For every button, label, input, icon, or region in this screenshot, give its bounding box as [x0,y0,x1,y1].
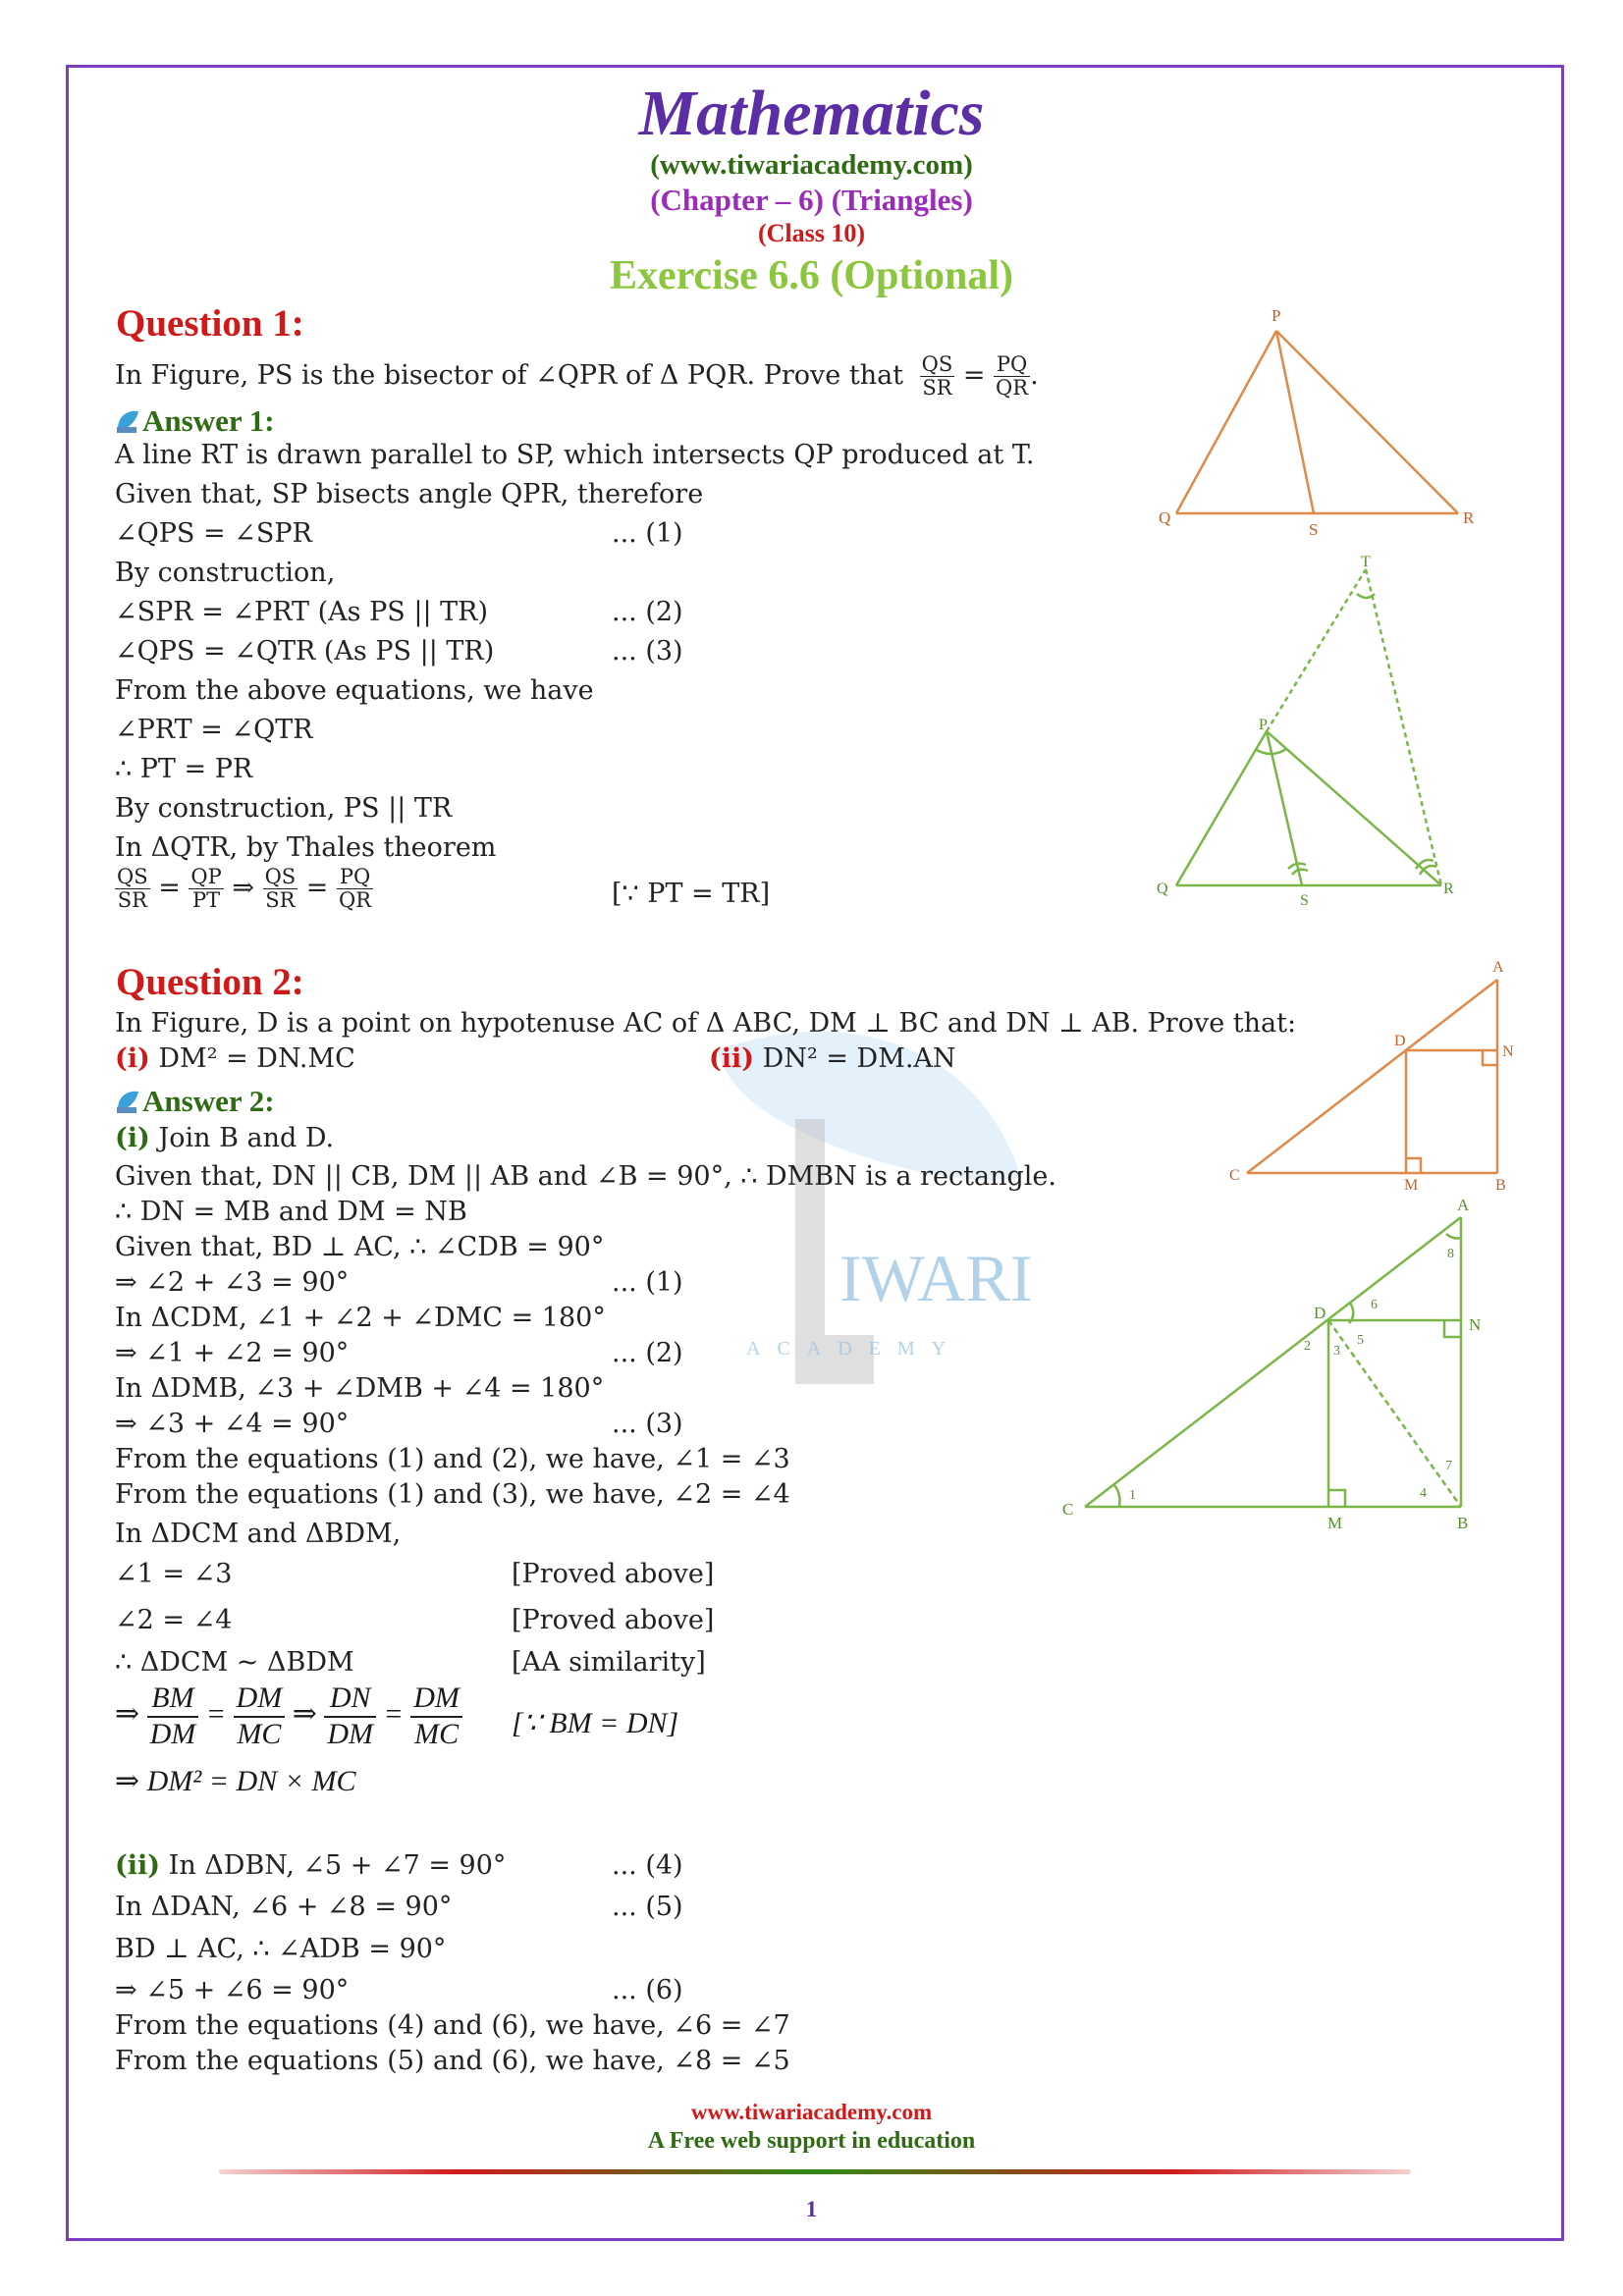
fig1-label-q: Q [1159,508,1171,527]
figure-2-triangle-qtr [1139,555,1492,908]
answer-2-heading: Answer 2: [115,1084,275,1119]
sim-reason-0: [Proved above] [512,1559,715,1589]
fig4-label-c: C [1062,1500,1074,1519]
fig3-label-a: A [1492,959,1504,976]
a1-line-1: Given that, SP bisects angle QPR, therefore [115,479,704,509]
fig4-label-m: M [1327,1514,1343,1532]
fig4-angle-3: 3 [1333,1344,1340,1359]
fig1-label-p: P [1271,306,1281,325]
a2-ii-line-0: In ΔDAN, ∠6 + ∠8 = 90° [115,1892,453,1922]
figure-3-triangle-abc [1217,952,1522,1198]
question-1-heading: Question 1: [116,302,304,345]
a1-final-reason: [∵ PT = TR] [612,879,771,909]
fig4-angle-1: 1 [1129,1488,1136,1503]
sim-line-1: ∠2 = ∠4 [115,1605,233,1635]
a2-result-i: ⇒ DM² = DN × MC [115,1765,356,1797]
watermark-brand: IWARI [839,1241,1033,1315]
fig4-angle-7: 7 [1445,1459,1452,1473]
a1-line-6: From the above equations, we have [115,675,594,706]
fig3-label-d: D [1394,1033,1406,1049]
answer-icon [115,407,140,435]
fig4-angle-4: 4 [1420,1486,1427,1501]
header-chapter: (Chapter – 6) (Triangles) [650,183,973,217]
a1-ref-5: ... (3) [612,636,683,667]
answer-icon [115,1088,140,1115]
a2-part-ii-start: (ii) In ΔDBN, ∠5 + ∠7 = 90° [115,1850,507,1881]
ratio-frac-1: $\frac{BM}{DM}$ [147,1682,199,1751]
a2-line-9: From the equations (1) and (3), we have, ∠2 = ∠4 [115,1479,790,1510]
fig1-label-s: S [1309,520,1319,535]
a2-ii-line-4: From the equations (5) and (6), we have, ∠8 = ∠5 [115,2046,790,2076]
fig3-label-n: N [1502,1043,1514,1060]
a1-line-8: ∴ PT = PR [115,754,253,784]
a2-line-8: From the equations (1) and (2), we have, ∠1 = ∠3 [115,1444,790,1474]
fig2-label-q: Q [1157,881,1168,897]
sim-line-2: ∴ ΔDCM ~ ΔBDM [115,1647,354,1678]
a2-ii-ref-0: ... (5) [612,1892,683,1922]
a1-final-frac-4: $\frac{PQ}{QR}$ [339,865,372,913]
question-1-statement: In Figure, PS is the bisector of ∠QPR of Δ PQR. Prove that [115,360,904,392]
a2-ii-line-2: ⇒ ∠5 + ∠6 = 90° [115,1975,350,2005]
answer-1-heading: Answer 1: [115,403,275,439]
a1-ref-4: ... (2) [612,597,683,627]
sim-reason-1: [Proved above] [512,1605,715,1635]
fig4-label-n: N [1469,1315,1482,1334]
sim-reason-2: [AA similarity] [512,1647,706,1678]
a2-ratio-reason: [∵ BM = DN] [512,1707,679,1739]
fig4-label-a: A [1457,1196,1470,1214]
page-title: Mathematics [638,78,985,149]
fig2-label-s: S [1300,892,1309,908]
ratio-frac-4: $\frac{DM}{MC}$ [410,1682,462,1751]
fig4-label-b: B [1457,1514,1469,1532]
a2-part-i-start: (i) Join B and D. [115,1123,335,1153]
a2-ref-7: ... (3) [612,1409,683,1439]
a1-final-frac-1: $\frac{QS}{SR}$ [117,865,148,913]
a2-line-3: ⇒ ∠2 + ∠3 = 90° [115,1267,350,1298]
exercise-title: Exercise 6.6 (Optional) [609,253,1014,298]
fig3-label-c: C [1229,1167,1240,1184]
header-url: (www.tiwariacademy.com) [650,149,973,181]
a2-line-1: ∴ DN = MB and DM = NB [115,1197,467,1227]
a2-line-10: In ΔDCM and ΔBDM, [115,1519,402,1549]
sim-line-0: ∠1 = ∠3 [115,1559,233,1589]
a2-line-7: ⇒ ∠3 + ∠4 = 90° [115,1409,350,1439]
watermark-sub: ACADEMY [746,1338,963,1360]
a2-line-0: Given that, DN || CB, DM || AB and ∠B = 90°, ∴ DMBN is a rectangle. [115,1161,1056,1192]
a2-ref-5: ... (2) [612,1338,683,1368]
a2-line-5: ⇒ ∠1 + ∠2 = 90° [115,1338,350,1368]
a2-ii-line-1: BD ⊥ AC, ∴ ∠ADB = 90° [115,1934,447,1964]
fig4-angle-5: 5 [1357,1333,1364,1348]
a2-ratio-equation: ⇒ $\frac{BM}{DM}$ = $\frac{DM}{MC}$ ⇒ $\frac{DN}{DM}$ = $\frac{DM}{MC}$ [115,1682,462,1751]
figure-1-triangle-pqr [1139,299,1492,535]
header-class: (Class 10) [757,219,866,247]
a2-ii-ref-first: ... (4) [612,1850,683,1881]
a2-line-2: Given that, BD ⊥ AC, ∴ ∠CDB = 90° [115,1232,605,1262]
fig4-label-d: D [1314,1304,1326,1322]
question-1-text: In Figure, PS is the bisector of ∠QPR of Δ PQR. Prove that $\frac{QS}{SR}$ = $\frac{PQ}{QR}$ . [115,352,1039,400]
question-2-heading: Question 2: [116,961,304,1003]
figure-4-triangle-abc-angles [1051,1193,1502,1546]
a1-line-9: By construction, PS || TR [115,793,453,824]
a1-line-3: By construction, [115,558,336,588]
a1-line-0: A line RT is drawn parallel to SP, which intersects QP produced at T. [115,440,1035,470]
ratio-frac-2: $\frac{DM}{MC}$ [234,1682,286,1751]
a1-final-frac-3: $\frac{QS}{SR}$ [264,865,297,913]
fig4-angle-2: 2 [1304,1339,1311,1354]
fig2-label-r: R [1443,881,1454,897]
q1-frac-b: $\frac{PQ}{QR}$ [996,352,1029,400]
a1-final-frac-2: $\frac{QP}{PT}$ [190,865,222,913]
fig4-angle-8: 8 [1447,1247,1454,1261]
a1-line-5: ∠QPS = ∠QTR (As PS || TR) [115,636,495,667]
a2-ii-ref-2: ... (6) [612,1975,683,2005]
fig2-label-p: P [1259,717,1268,733]
fig3-label-b: B [1495,1177,1506,1194]
a2-ref-3: ... (1) [612,1267,683,1298]
ratio-frac-3: $\frac{DN}{DM}$ [324,1682,376,1751]
a2-ii-line-3: From the equations (4) and (6), we have, ∠6 = ∠7 [115,2010,790,2041]
a1-ref-2: ... (1) [612,518,683,549]
footer-url: www.tiwariacademy.com [690,2100,933,2124]
a1-line-4: ∠SPR = ∠PRT (As PS || TR) [115,597,489,627]
a1-line-10: In ΔQTR, by Thales theorem [115,832,497,863]
footer-divider [219,2169,1411,2174]
fig2-label-t: T [1361,555,1371,570]
a1-line-7: ∠PRT = ∠QTR [115,715,313,745]
fig1-label-r: R [1463,508,1475,527]
fig4-angle-6: 6 [1371,1298,1378,1312]
a2-line-6: In ΔDMB, ∠3 + ∠DMB + ∠4 = 180° [115,1373,605,1404]
a2-line-4: In ΔCDM, ∠1 + ∠2 + ∠DMC = 180° [115,1303,606,1333]
fig3-label-m: M [1404,1177,1419,1194]
q2-part-ii: (ii) DN² = DM.AN [709,1043,956,1074]
footer-tagline: A Free web support in education [647,2128,976,2154]
q2-part-i: (i) DM² = DN.MC [115,1043,355,1074]
a1-final-equation: $\frac{QS}{SR}$ = $\frac{QP}{PT}$ ⇒ $\frac{QS}{SR}$ = $\frac{PQ}{QR}$ [117,865,372,913]
a1-line-2: ∠QPS = ∠SPR [115,518,312,549]
question-2-text: In Figure, D is a point on hypotenuse AC of Δ ABC, DM ⊥ BC and DN ⊥ AB. Prove that: [115,1008,1297,1039]
q1-frac-a: $\frac{QS}{SR}$ [921,352,953,400]
page-number: 1 [805,2197,818,2221]
